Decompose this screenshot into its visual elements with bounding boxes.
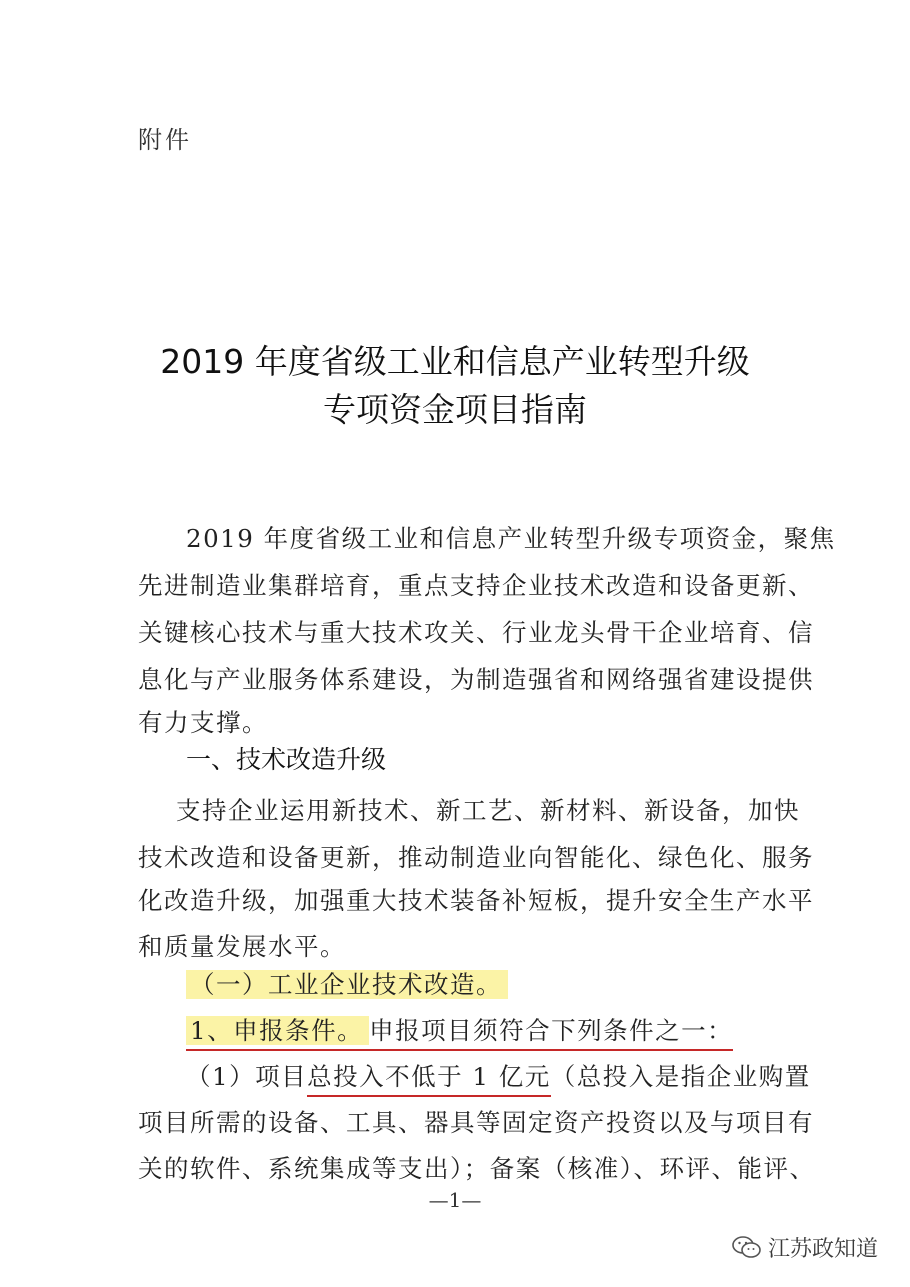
conditions-underlined xyxy=(186,1016,733,1051)
section-heading: 一、技术改造升级 xyxy=(186,745,387,774)
conditions-label: 1、申报条件。 xyxy=(186,1016,369,1045)
intro-line-5: 有力支撑。 xyxy=(138,708,268,737)
item1-line-2: 项目所需的设备、工具、器具等固定资产投资以及与项目有 xyxy=(138,1108,814,1137)
watermark-text: 江苏政知道 xyxy=(767,1237,878,1262)
subsection-heading-row xyxy=(186,966,826,1001)
attachment-label: 附件 xyxy=(138,126,192,154)
section-line-1: 支持企业运用新技术、新工艺、新材料、新设备，加快 xyxy=(176,796,800,825)
conditions-row xyxy=(186,1012,826,1047)
item1-underlined: 总投入不低于 1 亿元 xyxy=(307,1062,551,1097)
document-title-line2: 专项资金项目指南 xyxy=(323,390,587,429)
wechat-icon xyxy=(732,1235,762,1261)
section-line-3: 化改造升级，加强重大技术装备补短板，提升安全生产水平 xyxy=(138,886,814,915)
section-line-4: 和质量发展水平。 xyxy=(138,932,346,961)
intro-line-1: 2019 年度省级工业和信息产业转型升级专项资金，聚焦 xyxy=(186,524,836,553)
intro-line-3: 关键核心技术与重大技术攻关、行业龙头骨干企业培育、信 xyxy=(138,618,814,647)
item1-prefix: （1）项目 xyxy=(186,1062,308,1091)
intro-line-2: 先进制造业集群培育，重点支持企业技术改造和设备更新、 xyxy=(138,571,814,600)
section-line-2: 技术改造和设备更新，推动制造业向智能化、绿色化、服务 xyxy=(138,843,814,872)
conditions-text: 申报项目须符合下列条件之一： xyxy=(369,1016,734,1045)
item1-row xyxy=(186,1058,826,1093)
item1-line-3: 关的软件、系统集成等支出）；备案（核准）、环评、能评、 xyxy=(138,1154,816,1183)
watermark xyxy=(732,1232,878,1263)
document-title-line1: 2019 年度省级工业和信息产业转型升级 xyxy=(160,342,750,381)
subsection-heading: （一）工业企业技术改造。 xyxy=(186,970,508,999)
page-number: —1— xyxy=(428,1188,482,1212)
item1-suffix: （总投入是指企业购置 xyxy=(550,1062,811,1091)
intro-line-4: 息化与产业服务体系建设，为制造强省和网络强省建设提供 xyxy=(138,665,814,694)
